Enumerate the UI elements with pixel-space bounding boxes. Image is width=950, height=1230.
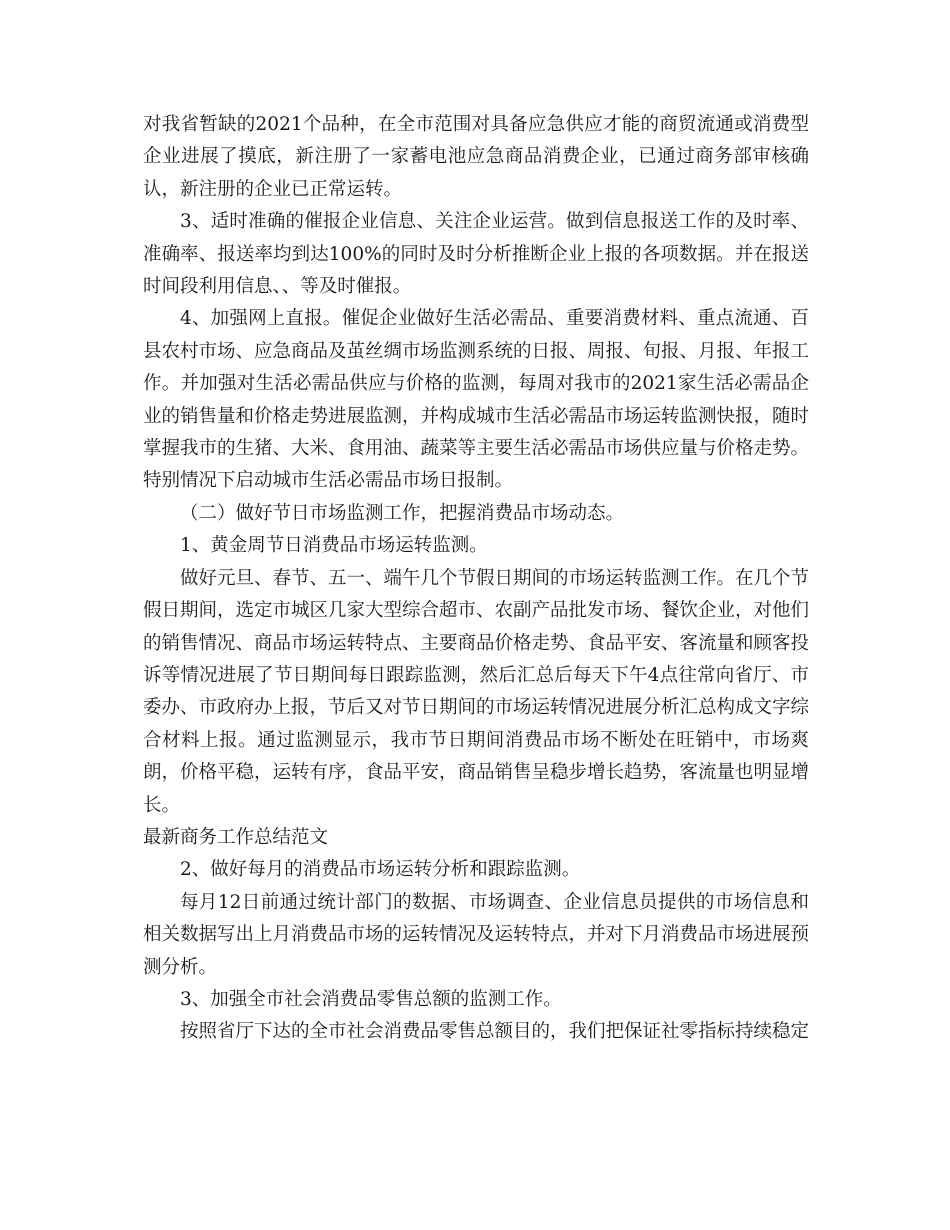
paragraph: 对我省暂缺的2021个品种，在全市范围对具备应急供应才能的商贸流通或消费型企业进展了摸底，新注册了一家蓄电池应急商品消费企业，已通过商务部审核确认，新注册的企业已正常运转。 (143, 114, 809, 200)
paragraph: 按照省厅下达的全市社会消费品零售总额目的，我们把保证社零指标持续稳定 (180, 1021, 810, 1043)
document-title-line: 最新商务工作总结范文 (143, 826, 329, 848)
section-heading: （二）做好节日市场监测工作，把握消费品市场动态。 (180, 502, 625, 524)
paragraph: 每月12日前通过统计部门的数据、市场调查、企业信息员提供的市场信息和相关数据写出上月消费品市场的运转情况及运转特点，并对下月消费品市场进展预测分析。 (143, 891, 810, 978)
subsection-heading: 3、加强全市社会消费品零售总额的监测工作。 (180, 988, 562, 1010)
subsection-heading: 2、做好每月的消费品市场运转分析和跟踪监测。 (180, 859, 581, 881)
document-body (143, 109, 809, 1049)
paragraph: 做好元旦、春节、五一、端午几个节假日期间的市场运转监测工作。在几个节假日期间，选定市城区几家大型综合超市、农副产品批发市场、餐饮企业，对他们的销售情况、商品市场运转特点、主要商品价格走势、食品平安、客流量和顾客投诉等情况进展了节日期间每日跟踪监测，然后汇总后每天下午4点往常向省厅、市委办、市政府办上报，节后又对节日期间的市场运转情况进展分析汇总构成文字综合材料上报。通过监测显示，我市节日期间消费品市场不断处在旺销中，市场爽朗，价格平稳，运转有序，食品平安，商品销售呈稳步增长趋势，客流量也明显增长。 (143, 567, 810, 816)
paragraph: 4、加强网上直报。催促企业做好生活必需品、重要消费材料、重点流通、百县农村市场、应急商品及茧丝绸市场监测系统的日报、周报、旬报、月报、年报工作。并加强对生活必需品供应与价格的监测，每周对我市的2021家生活必需品企业的销售量和价格走势进展监测，并构成城市生活必需品市场运转监测快报，随时掌握我市的生猪、大米、食用油、蔬菜等主要生活必需品市场供应量与价格走势。特别情况下启动城市生活必需品市场日报制。 (143, 308, 810, 492)
subsection-heading: 1、黄金周节日消费品市场运转监测。 (180, 535, 488, 557)
paragraph: 3、适时准确的催报企业信息、关注企业运营。做到信息报送工作的及时率、准确率、报送率均到达100%的同时及时分析推断企业上报的各项数据。并在报送时间段利用信息、、等及时催报。 (143, 211, 809, 298)
